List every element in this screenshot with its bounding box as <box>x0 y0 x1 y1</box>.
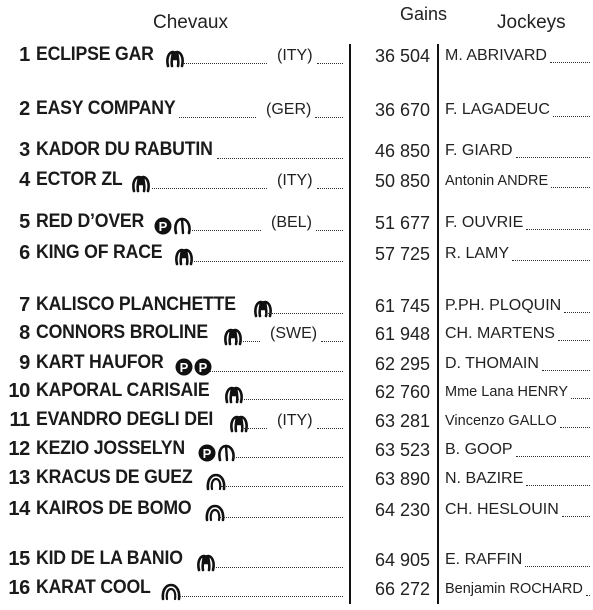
jockey-cell <box>445 142 593 164</box>
dot-leader <box>316 230 343 231</box>
jockey-cell <box>445 101 593 123</box>
runner-name-cell <box>36 242 346 266</box>
runner-number: 8 <box>19 322 30 344</box>
jockey-name: B. GOOP <box>445 441 513 458</box>
jockey-dot-leader <box>551 187 590 188</box>
runner-row <box>0 378 593 404</box>
jockeys-column-header: Jockeys <box>497 12 566 33</box>
runner-name-cell <box>36 438 346 462</box>
horses-column-header: Chevaux <box>153 12 228 33</box>
shoeing-icons <box>165 50 186 68</box>
runner-number: 15 <box>8 548 30 570</box>
dot-leader <box>221 486 343 487</box>
horseshoe-half-icon <box>173 217 193 235</box>
gains-value: 64 905 <box>374 550 430 570</box>
jockey-name: F. GIARD <box>445 142 513 159</box>
jockey-name: F. OUVRIE <box>445 214 524 231</box>
shoeing-icons <box>154 217 194 235</box>
dot-leader <box>238 399 343 400</box>
horse-name: EVANDRO DEGLI DEI <box>36 409 214 430</box>
gains-value: 61 745 <box>374 296 430 316</box>
jockey-dot-leader <box>560 427 590 428</box>
jockey-cell <box>445 214 593 236</box>
horse-name: KID DE LA BANIO <box>36 548 183 569</box>
shoeing-icons <box>196 554 217 572</box>
shoeing-icons <box>198 444 238 462</box>
gains-value: 62 760 <box>374 382 430 402</box>
jockey-dot-leader <box>550 62 590 63</box>
jockey-name: E. RAFFIN <box>445 551 523 568</box>
runner-row <box>0 436 593 462</box>
shoeing-icons <box>174 248 195 266</box>
dot-leader <box>242 428 267 429</box>
shoeing-icons <box>229 415 250 433</box>
dot-leader <box>212 567 343 568</box>
horseshoe-open-icon <box>205 504 225 522</box>
runner-number: 11 <box>9 409 30 431</box>
dot-leader <box>315 117 343 118</box>
jockey-dot-leader <box>526 485 590 486</box>
jockey-dot-leader <box>558 340 590 341</box>
horse-name: KAIROS DE BOMO <box>36 498 192 519</box>
horseshoe-half-icon <box>217 444 237 462</box>
jockey-dot-leader <box>516 157 590 158</box>
runner-row <box>0 42 593 68</box>
horseshoe-pair-icon <box>196 554 216 572</box>
horseshoe-pair-icon <box>253 300 273 318</box>
gains-column-header: Gains <box>399 4 447 24</box>
dot-leader <box>191 261 343 262</box>
runner-number: 12 <box>8 438 30 460</box>
jockey-name: F. LAGADEUC <box>445 101 550 118</box>
jockey-name: D. THOMAIN <box>445 355 539 372</box>
jockey-dot-leader <box>525 566 590 567</box>
svg-text:P: P <box>158 218 168 234</box>
runner-name-cell <box>36 139 346 163</box>
horse-name: ECTOR ZL <box>36 169 123 190</box>
jockey-dot-leader <box>564 312 590 313</box>
gains-value: 50 850 <box>374 171 430 191</box>
jockey-cell <box>445 551 593 573</box>
runner-name-cell <box>36 548 346 572</box>
horseshoe-pair-icon <box>223 328 243 346</box>
horse-name: KING OF RACE <box>36 242 163 263</box>
dot-leader <box>210 371 343 372</box>
shoeing-icons <box>223 328 244 346</box>
country-code: (ITY) <box>277 47 313 64</box>
dot-leader <box>237 341 260 342</box>
runner-number: 16 <box>8 577 30 599</box>
runner-number: 6 <box>19 242 30 264</box>
runner-name-cell <box>36 467 346 491</box>
runner-number: 4 <box>19 169 30 191</box>
jockey-cell <box>445 325 593 347</box>
jockey-cell <box>445 245 593 267</box>
jockey-dot-leader <box>526 229 590 230</box>
runner-number: 14 <box>8 498 30 520</box>
shoeing-icons <box>205 504 226 522</box>
runner-number: 5 <box>19 211 30 233</box>
horse-name: KRACUS DE GUEZ <box>36 467 193 488</box>
jockey-cell <box>445 172 593 194</box>
gains-value: 63 523 <box>374 440 430 460</box>
jockey-cell <box>445 355 593 377</box>
horse-name: KADOR DU RABUTIN <box>36 139 213 160</box>
dot-leader <box>317 428 343 429</box>
jockey-dot-leader <box>542 370 590 371</box>
jockey-dot-leader <box>562 516 590 517</box>
dot-leader <box>317 63 343 64</box>
dot-leader <box>265 313 343 314</box>
runner-row <box>0 292 593 318</box>
p-badge-icon <box>194 358 212 376</box>
jockey-name: Antonin ANDRE <box>445 173 549 189</box>
jockey-name: Mme Lana HENRY <box>445 384 569 400</box>
runner-number: 2 <box>19 98 30 120</box>
country-code: (SWE) <box>270 325 318 342</box>
runner-name-cell <box>36 498 346 522</box>
horse-name: EASY COMPANY <box>36 98 176 119</box>
jockey-cell <box>445 47 593 69</box>
jockey-name: CH. HESLOUIN <box>445 501 559 518</box>
dot-leader <box>179 117 256 118</box>
dot-leader <box>152 188 267 189</box>
runner-row <box>0 209 593 235</box>
horseshoe-open-icon <box>161 583 181 601</box>
dot-leader <box>233 457 343 458</box>
runner-name-cell <box>36 352 346 376</box>
runner-number: 10 <box>8 380 30 402</box>
runner-name-cell <box>36 380 346 404</box>
jockey-name: CH. MARTENS <box>445 325 555 342</box>
shoeing-icons <box>175 358 213 376</box>
svg-text:P: P <box>202 445 212 461</box>
runner-number: 9 <box>19 352 30 374</box>
horseshoe-pair-icon <box>174 248 194 266</box>
gains-value: 64 230 <box>374 500 430 520</box>
p-badge-icon <box>175 358 193 376</box>
jockey-dot-leader <box>516 456 590 457</box>
horse-name: KARAT COOL <box>36 577 151 598</box>
horse-name: KART HAUFOR <box>36 352 164 373</box>
runner-number: 3 <box>19 139 30 161</box>
runner-row <box>0 546 593 572</box>
shoeing-icons <box>131 175 152 193</box>
runner-row <box>0 137 593 163</box>
horse-name: CONNORS BROLINE <box>36 322 208 343</box>
shoeing-icons <box>161 583 182 601</box>
jockey-name: R. LAMY <box>445 245 510 262</box>
country-code: (GER) <box>266 101 312 118</box>
jockey-cell <box>445 501 593 523</box>
dot-leader <box>220 517 343 518</box>
jockey-dot-leader <box>512 260 590 261</box>
jockey-name: Benjamin ROCHARD <box>445 581 583 597</box>
gains-value: 61 948 <box>374 324 430 344</box>
runner-row <box>0 465 593 491</box>
runner-number: 1 <box>19 44 30 66</box>
jockey-dot-leader <box>553 116 590 117</box>
horse-name: KEZIO JOSSELYN <box>36 438 185 459</box>
country-code: (ITY) <box>277 172 313 189</box>
svg-text:P: P <box>179 359 189 375</box>
horseshoe-pair-icon <box>229 415 249 433</box>
dot-leader <box>180 596 343 597</box>
dot-leader <box>183 63 267 64</box>
jockey-cell <box>445 580 593 602</box>
country-code: (BEL) <box>271 214 312 231</box>
jockey-name: M. ABRIVARD <box>445 47 547 64</box>
gains-value: 36 670 <box>374 100 430 120</box>
horseshoe-pair-icon <box>131 175 151 193</box>
dot-leader <box>317 188 343 189</box>
runner-row <box>0 240 593 266</box>
jockey-cell <box>445 470 593 492</box>
runner-row <box>0 320 593 346</box>
runner-row <box>0 350 593 376</box>
jockey-cell <box>445 383 593 405</box>
jockey-dot-leader <box>586 595 590 596</box>
p-badge-icon <box>198 444 216 462</box>
svg-text:P: P <box>198 359 208 375</box>
horse-name: KAPORAL CARISAIE <box>36 380 210 401</box>
horseshoe-open-icon <box>206 473 226 491</box>
gains-value: 36 504 <box>374 46 430 66</box>
dot-leader <box>217 158 343 159</box>
runner-name-cell <box>36 294 346 318</box>
shoeing-icons <box>206 473 227 491</box>
gains-value: 63 281 <box>374 411 430 431</box>
horse-name: KALISCO PLANCHETTE <box>36 294 236 315</box>
runner-name-cell <box>36 577 346 601</box>
gains-value: 63 890 <box>374 469 430 489</box>
horse-name: RED D’OVER <box>36 211 145 232</box>
runner-row <box>0 96 593 122</box>
horse-name: ECLIPSE GAR <box>36 44 154 65</box>
jockey-cell <box>445 412 593 434</box>
shoeing-icons <box>253 300 274 318</box>
gains-value: 51 677 <box>374 213 430 233</box>
gains-value: 66 272 <box>374 579 430 599</box>
dot-leader <box>192 230 261 231</box>
gains-value: 46 850 <box>374 141 430 161</box>
gains-value: 62 295 <box>374 354 430 374</box>
horseshoe-pair-icon <box>224 386 244 404</box>
runner-number: 7 <box>19 294 30 316</box>
gains-value: 57 725 <box>374 244 430 264</box>
jockey-name: Vincenzo GALLO <box>445 413 557 429</box>
shoeing-icons <box>224 386 245 404</box>
runner-row <box>0 496 593 522</box>
jockey-cell <box>445 441 593 463</box>
jockey-cell <box>445 297 593 319</box>
jockey-name: N. BAZIRE <box>445 470 524 487</box>
runner-row <box>0 167 593 193</box>
dot-leader <box>321 341 343 342</box>
country-code: (ITY) <box>277 412 313 429</box>
runner-row <box>0 407 593 433</box>
horseshoe-pair-icon <box>165 50 185 68</box>
p-badge-icon <box>154 217 172 235</box>
runner-number: 13 <box>8 467 30 489</box>
jockey-name: P.PH. PLOQUIN <box>445 297 562 314</box>
runner-row <box>0 575 593 601</box>
jockey-dot-leader <box>571 398 590 399</box>
